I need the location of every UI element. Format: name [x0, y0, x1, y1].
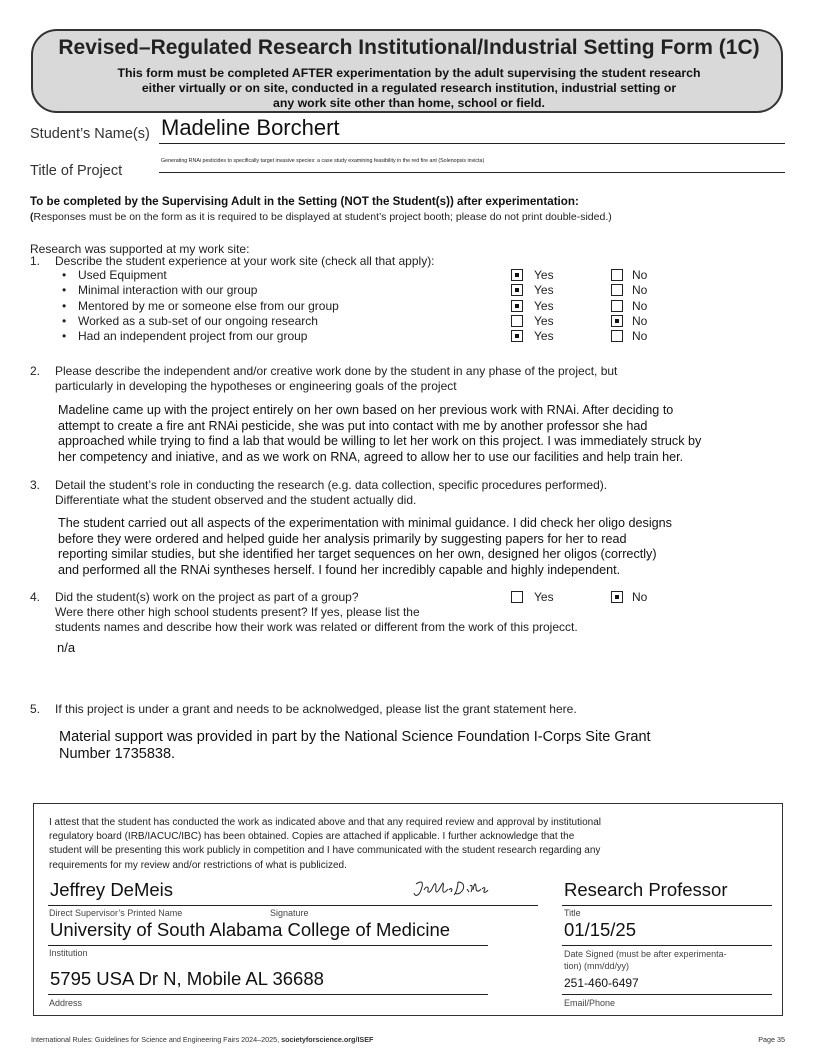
q1-no-label: No: [632, 298, 648, 313]
q4-no-checkbox[interactable]: [611, 591, 623, 603]
bullet: •: [62, 329, 67, 344]
q4-yes-checkbox[interactable]: [511, 591, 523, 603]
instructions-line: any work site other than home, school or field.: [273, 96, 545, 110]
q1-no-checkbox[interactable]: [611, 315, 623, 327]
q3-answer[interactable]: [58, 516, 672, 578]
q1-no-checkbox[interactable]: [611, 300, 623, 312]
q2-answer-line: approached while trying to find a lab that would be willing to let her work on this project. I was immediately struck by: [58, 434, 702, 449]
q1-yes-label: Yes: [534, 283, 554, 298]
institution-caption: Institution: [49, 948, 88, 958]
q1-item-label: Mentored by me or someone else from our group: [78, 298, 339, 313]
q4-question: [55, 590, 578, 635]
form-header: [31, 29, 783, 113]
q1-yes-checkbox[interactable]: [511, 284, 523, 296]
q5-question: If this project is under a grant and needs to be acknolwedged, please list the grant statement here.: [55, 702, 577, 716]
q4-number: 4.: [30, 590, 41, 604]
signature-caption: Signature: [270, 908, 309, 918]
q3-answer-line: and performed all the RNAi syntheses herself. I found her incredibly capable and highly independent.: [58, 562, 621, 577]
project-title-field[interactable]: Generating RNAi pesticides to specifically target invasive species: a case study examining feasibility in the red fire ant (Solenopsis invicta): [161, 158, 485, 164]
q5-answer[interactable]: [59, 729, 651, 763]
q3-answer-line: The student carried out all aspects of the experimentation with minimal guidance. I did check her oligo designs: [58, 516, 672, 530]
q1-item-label: Worked as a sub-set of our ongoing research: [78, 313, 318, 328]
footer-link[interactable]: societyforscience.org/ISEF: [281, 1035, 374, 1044]
address-underline: [48, 994, 488, 995]
footer-rules: [31, 1035, 373, 1044]
q2-answer[interactable]: [58, 403, 701, 465]
form-instructions: [93, 66, 725, 111]
q1-yes-label: Yes: [534, 268, 554, 282]
attestation-line: I attest that the student has conducted the work as indicated above and that any required review and approval by institutional: [49, 817, 602, 828]
q1-number: 1.: [30, 254, 41, 268]
q3-question: [55, 478, 607, 508]
q1-yes-checkbox[interactable]: [511, 300, 523, 312]
date-caption: [564, 948, 727, 972]
project-title-underline: [159, 172, 785, 173]
q1-text: Describe the student experience at your work site (check all that apply):: [55, 254, 435, 268]
q2-question-line: particularly in developing the hypotheses or engineering goals of the project: [55, 379, 457, 393]
q1-yes-checkbox[interactable]: [511, 269, 523, 281]
date-caption-line: Date Signed (must be after experimenta-: [564, 949, 727, 959]
q4-no-label: No: [632, 590, 648, 604]
address-caption: Address: [49, 998, 83, 1008]
note-text: Responses must be on the form as it is required to be displayed at student’s project booth; please do not print double-sided.): [33, 211, 612, 223]
q3-question-line: Detail the student’s role in conducting the research (e.g. data collection, specific procedures performed).: [55, 478, 608, 492]
student-name-underline: [159, 143, 785, 144]
phone-field[interactable]: 251-460-6497: [564, 976, 639, 990]
q1-no-checkbox[interactable]: [611, 284, 623, 296]
supervisor-name-caption: Direct Supervisor’s Printed Name: [49, 908, 183, 918]
student-name-field[interactable]: Madeline Borchert: [161, 115, 340, 140]
q4-question-line: Did the student(s) work on the project as part of a group?: [55, 590, 359, 604]
title-field[interactable]: Research Professor: [564, 879, 728, 900]
q1-yes-label: Yes: [534, 298, 554, 313]
q1-item-label: Minimal interaction with our group: [78, 283, 258, 298]
footer-text: International Rules: Guidelines for Science and Engineering Fairs 2024–2025,: [31, 1035, 280, 1044]
q4-question-line: Were there other high school students present? If yes, please list the: [55, 605, 420, 619]
q4-question-line: students names and describe how their work was related or different from the work of this projecct.: [55, 620, 578, 634]
q1-yes-label: Yes: [534, 313, 554, 328]
q4-answer[interactable]: n/a: [57, 640, 76, 655]
bullet: •: [62, 298, 67, 313]
q1-no-label: No: [632, 283, 648, 298]
q2-answer-line: attempt to create a fire ant RNAi pesticide, she was put into contact with me by another professor she had: [58, 418, 648, 433]
q1-yes-label: Yes: [534, 329, 554, 344]
q5-number: 5.: [30, 702, 41, 716]
q1-yes-checkbox[interactable]: [511, 315, 523, 327]
signature-image: [412, 878, 498, 900]
supervisor-heading: To be completed by the Supervising Adult in the Setting (NOT the Student(s)) after experimentation:: [30, 195, 579, 208]
date-field[interactable]: 01/15/25: [564, 919, 637, 940]
institution-underline: [48, 945, 488, 946]
q2-answer-line: her competency and iniative, and as we work on RNA, agreed to allow her to use our facilities and help train her.: [58, 449, 684, 464]
supervisor-note: [30, 211, 612, 223]
q1-no-label: No: [632, 268, 648, 282]
institution-field[interactable]: University of South Alabama College of Medicine: [50, 919, 451, 940]
bullet: •: [62, 313, 67, 328]
q3-number: 3.: [30, 478, 41, 492]
address-field[interactable]: 5795 USA Dr N, Mobile AL 36688: [50, 968, 324, 989]
phone-caption: Email/Phone: [564, 998, 616, 1008]
attestation-statement: [49, 816, 601, 873]
attestation-line: student will be presenting this work publicly in competition and I have communicated with the student research regarding any: [49, 845, 601, 857]
q2-number: 2.: [30, 364, 41, 378]
phone-underline: [562, 994, 772, 995]
attestation-line: requirements for my review and/or restrictions of what is publicized.: [49, 859, 347, 871]
q2-question: [55, 364, 617, 394]
instructions-line: This form must be completed AFTER experimentation by the adult supervising the student research: [117, 66, 701, 80]
attestation-line: regulatory board (IRB/IACUC/IBC) has been obtained. Copies are attached if applicable. I further acknowledge that the: [49, 831, 575, 843]
q3-answer-line: reporting similar studies, but she identified her target sequences on her own, designed her oligos (correctly): [58, 547, 657, 562]
student-name-label: Student’s Name(s): [30, 126, 150, 142]
q5-answer-line: Material support was provided in part by the National Science Foundation I-Corps Site Grant: [59, 729, 651, 745]
title-caption: Title: [564, 908, 581, 918]
instructions-line: either virtually or on site, conducted in a regulated research institution, industrial setting or: [141, 81, 677, 95]
q5-answer-line: Number 1735838.: [59, 746, 176, 762]
row1-underline: [48, 905, 538, 906]
q1-no-checkbox[interactable]: [611, 330, 623, 342]
q2-answer-line: Madeline came up with the project entirely on her own based on her previous work with RNAi. After deciding to: [58, 403, 674, 417]
q1-item-label: Had an independent project from our group: [78, 329, 308, 344]
q1-yes-checkbox[interactable]: [511, 330, 523, 342]
supervisor-name-field[interactable]: Jeffrey DeMeis: [50, 879, 174, 900]
bullet: •: [62, 268, 67, 282]
q1-item-label: Used Equipment: [78, 268, 167, 282]
project-title-label: Title of Project: [30, 163, 123, 179]
note-paren: (: [30, 211, 34, 223]
q4-yes-label: Yes: [534, 590, 554, 604]
q2-question-line: Please describe the independent and/or creative work done by the student in any phase of the project, but: [55, 364, 618, 378]
title-underline: [562, 905, 772, 906]
q3-question-line: Differentiate what the student observed and the student actually did.: [55, 493, 417, 507]
research-supported-label: Research was supported at my work site:: [30, 242, 250, 256]
bullet: •: [62, 283, 67, 298]
q1-no-checkbox[interactable]: [611, 269, 623, 281]
q1-no-label: No: [632, 329, 648, 344]
page-number: Page 35: [758, 1035, 785, 1044]
attestation-box: [33, 803, 783, 1016]
q1-no-label: No: [632, 313, 648, 328]
date-caption-line: tion) (mm/dd/yy): [564, 961, 630, 971]
q3-answer-line: before they were ordered and helped guide her analysis primarily by suggesting papers for her to read: [58, 531, 627, 546]
date-underline: [562, 945, 772, 946]
form-title: Revised–Regulated Research Institutional/Industrial Setting Form (1C): [58, 36, 760, 59]
